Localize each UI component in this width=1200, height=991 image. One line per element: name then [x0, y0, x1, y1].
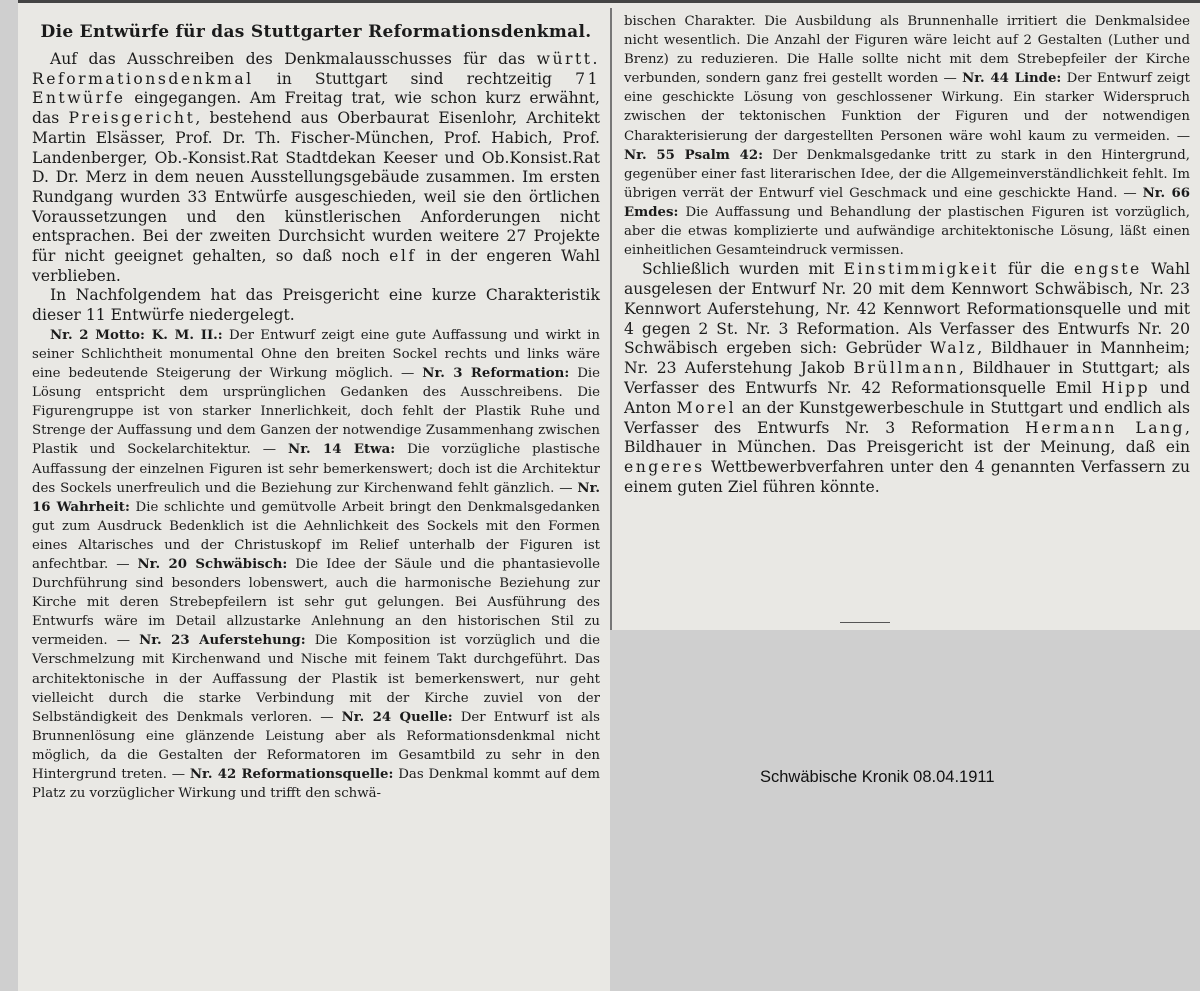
conclusion-emphasis: Brüllmann — [853, 359, 959, 378]
review-text: Die Lösung entspricht dem ursprünglichen Gedanken des Ausschreibens. Die Figurengruppe ist von starker Innerlichkeit, doch fehlt der Plastik Ruhe und Strenge der Auffassung und dem Ganzen der notwendige Zusammenhang zwischen Plastik und Sockelarchitektur. — — [32, 366, 600, 458]
intro-emphasis: Preisgericht — [68, 109, 196, 128]
review-text: Die schlichte und gemütvolle Arbeit bringt den Denkmalsgedanken gut zum Ausdruck Bedenklich ist die Aehnlichkeit des Sockels mit den Formen eines Altarisches und der Christuskopf im Relief unterhalb der Figuren ist anfechtbar. — — [32, 499, 600, 572]
review-text: bischen Charakter. Die Ausbildung als Brunnenhalle irritiert die Denkmalsidee nicht wesentlich. Die Anzahl der Figuren wäre leicht auf 2 Gestalten (Luther und Brenz) zu reduzieren. Die Halle sollte nicht mit dem Strebepfeiler der Kirche verbunden, sondern ganz frei gestellt worden — — [624, 14, 1190, 87]
intro-emphasis: 71 Entwürfe — [32, 69, 600, 108]
review-text: Der Denkmalsgedanke tritt zu stark in den Hintergrund, gegenüber einer fast literarischen Idee, der die Allgemeinverständlichkeit fehlt. Im übrigen verrät der Entwurf viel Geschmack und eine geschickte Hand. — — [624, 147, 1191, 201]
conclusion-emphasis: engste — [1074, 260, 1142, 279]
review-text: Das Denkmal kommt auf dem Platz zu vorzüglicher Wirkung und trifft den schwä- — [32, 767, 601, 802]
review-text: Die Auffassung und Behandlung der plastischen Figuren ist vorzüglich, aber die etwas komplizierte und aufwändige architektonische Lösung, läßt einen einheitlichen Gesamteindruck vermissen. — [624, 204, 1190, 259]
conclusion-emphasis: engeres — [624, 458, 705, 477]
article-headline: Die Entwürfe für das Stuttgarter Reformationsdenkmal. — [40, 22, 592, 42]
reviews-continued-paragraph — [624, 12, 1190, 260]
source-caption: Schwäbische Kronik 08.04.1911 — [760, 768, 995, 786]
review-label: Nr. 24 Quelle: — [341, 709, 453, 725]
conclusion-emphasis: Hipp — [1101, 379, 1151, 397]
review-label: Nr. 20 Schwäbisch: — [137, 556, 288, 572]
intro-text: in der engeren Wahl verblieben. — [32, 247, 601, 285]
conclusion-emphasis: Einstimmigkeit — [843, 260, 999, 279]
review-label: Nr. 66 Emdes: — [624, 185, 1190, 220]
review-label: Nr. 16 Wahrheit: — [32, 480, 600, 515]
review-label: Nr. 2 Motto: K. M. II.: — [50, 327, 223, 343]
conclusion-text: , Bildhauer in Stuttgart; als Verfasser des Entwurfs Nr. 42 Reformationsquelle Emil — [624, 359, 1190, 397]
review-label: Nr. 44 Linde: — [962, 71, 1062, 87]
article-column-right — [610, 8, 1200, 630]
review-label: Nr. 3 Reformation: — [422, 366, 570, 382]
conclusion-text: , Bildhauer in Mannheim; Nr. 23 Auferstehung Jakob — [624, 339, 1190, 378]
conclusion-text: Schließlich wurden mit — [642, 260, 844, 279]
intro-paragraph-2: In Nachfolgendem hat das Preisgericht eine kurze Charakteristik dieser 11 Entwürfe niedergelegt. — [32, 286, 600, 325]
review-text: Die Komposition ist vorzüglich und die Verschmelzung mit Kirchenwand und Nische mit feinem Takt durchgeführt. Das architektonische in der Auffassung der Plastik ist bemerkenswert, nur geht vielleicht durch die starke Verbindung mit der Kirche zuviel von der Selbständigkeit des Denkmals verloren. — — [32, 633, 601, 725]
end-rule — [840, 622, 890, 623]
review-label: Nr. 55 Psalm 42: — [624, 147, 763, 163]
conclusion-text: an der Kunstgewerbeschule in Stuttgart und endlich als Verfasser des Entwurfs Nr. 3 Reformation — [624, 398, 1190, 437]
intro-paragraph — [32, 50, 600, 286]
review-text: Die vorzügliche plastische Auffassung der einzelnen Figuren ist sehr bemerkenswert; doch ist die Architektur des Sockels unerfreulich und die Beziehung zur Kirchenwand fehlt gänzlich. — — [32, 442, 600, 496]
intro-text: eingegangen. Am Freitag trat, wie schon kurz erwähnt, das — [32, 89, 600, 128]
article-column-left — [18, 8, 610, 991]
conclusion-text: Wahl ausgelesen der Entwurf Nr. 20 mit dem Kennwort Schwäbisch, Nr. 23 Kennwort Auferstehung, Nr. 42 Kennwort Reformationsquelle und mit 4 gegen 2 St. Nr. 3 Reformation. Als Verfasser des Entwurfs Nr. 20 Schwäbisch ergeben sich: Gebrüder — [624, 260, 1190, 358]
intro-emphasis: württ. Reformationsdenkmal — [32, 50, 600, 88]
conclusion-emphasis: Hermann Lang — [1025, 418, 1186, 437]
intro-emphasis: elf — [389, 247, 417, 266]
top-rule — [18, 0, 1200, 8]
conclusion-text: und Anton — [624, 379, 1190, 417]
review-text: Der Entwurf zeigt eine gute Auffassung und wirkt in seiner Schlichtheit monumental Ohne den breiten Sockel rechts und links wäre eine bedeutende Steigerung der Wirkung möglich. — — [32, 327, 600, 382]
review-label: Nr. 23 Auferstehung: — [139, 633, 306, 649]
conclusion-emphasis: Morel — [676, 398, 737, 417]
review-text: Der Entwurf zeigt eine geschickte Lösung von geschlossener Wirkung. Ein starker Widerspruch zwischen der tektonischen Funktion der Figuren und der notwendigen Charakterisierung der dargestellten Personen wäre wohl kaum zu vermeiden. — — [624, 71, 1190, 144]
review-text: Der Entwurf ist als Brunnenlösung eine glänzende Leistung aber als Reformationsdenkmal nicht möglich, da die Gestalten der Reformatoren im Gesamtbild zu sehr in den Hintergrund treten. — — [32, 709, 600, 782]
review-label: Nr. 14 Etwa: — [288, 442, 396, 458]
review-text: Die Idee der Säule und die phantasievolle Durchführung sind besonders lobenswert, auch die harmonische Beziehung zur Kirche mit deren Strebepfeilern ist sehr gut gelungen. Bei Ausführung des Entwurfs wäre im Detail allzustarke Anlehnung an den historischen Stil zu vermeiden. — — [32, 556, 600, 649]
conclusion-text: , Bildhauer in München. Das Preisgericht ist der Meinung, daß ein — [624, 418, 1190, 457]
review-label: Nr. 42 Reformationsquelle: — [189, 767, 394, 782]
conclusion-emphasis: Walz — [930, 339, 978, 358]
conclusion-text: für die — [998, 260, 1074, 279]
intro-text: Auf das Ausschreiben des Denkmalausschusses für das — [50, 50, 537, 68]
reviews-paragraph — [32, 326, 600, 803]
conclusion-paragraph — [624, 260, 1190, 498]
intro-text: , bestehend aus Oberbaurat Eisenlohr, Architekt Martin Elsässer, Prof. Dr. Th. Fischer-München, Prof. Habich, Prof. Landenberger, Ob.-Konsist.Rat Stadtdekan Keeser und Ob.Konsist.Rat D. Dr. Merz in dem neuen Ausstellungsgebäude zusammen. Im ersten Rundgang wurden 33 Entwürfe ausgeschieden, weil sie den örtlichen Voraussetzungen und den künstlerischen Anforderungen nicht entsprachen. Bei der zweiten Durchsicht wurden weitere 27 Projekte für nicht geeignet gehalten, so daß noch — [32, 109, 600, 266]
conclusion-text: Wettbewerbverfahren unter den 4 genannten Verfassern zu einem guten Ziel führen könnte. — [624, 458, 1190, 496]
intro-text: in Stuttgart sind rechtzeitig — [253, 69, 576, 88]
